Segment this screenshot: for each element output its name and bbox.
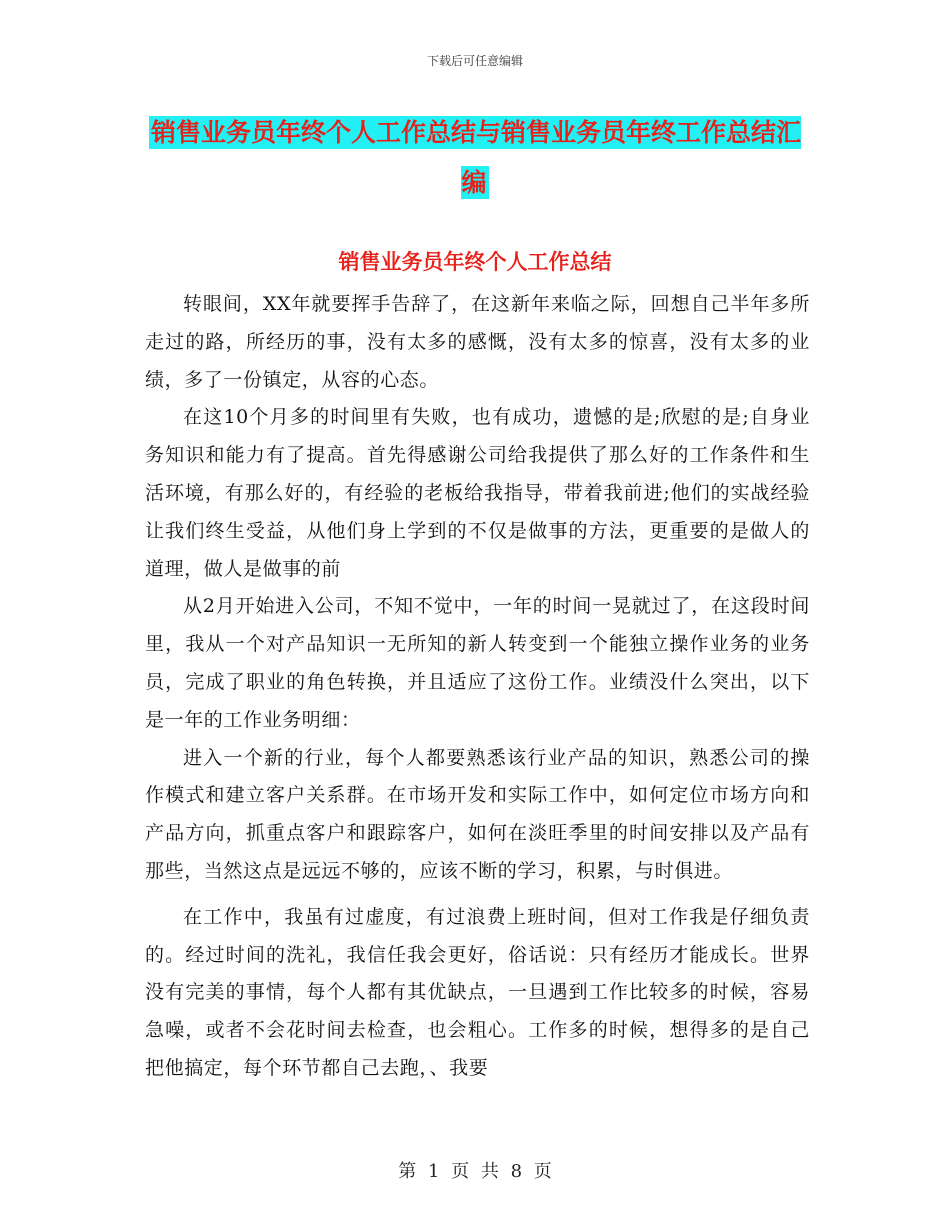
page-number: 第 1 页 共 8 页 xyxy=(398,1161,552,1182)
document-title xyxy=(145,108,805,208)
page-header-note: 下载后可任意编辑 xyxy=(426,54,523,68)
paragraph: 从2月开始进入公司，不知不觉中，一年的时间一晃就过了，在这段时间里，我从一个对产品知识一无所知的新人转变到一个能独立操作业务的业务员，完成了职业的角色转换，并且适应了这份工作。业绩没什么突出，以下是一年的工作业务明细： xyxy=(145,595,810,731)
section-title: 销售业务员年终个人工作总结 xyxy=(338,250,612,274)
paragraph: 在工作中，我虽有过虚度，有过浪费上班时间，但对工作我是仔细负责的。经过时间的洗礼，我信任我会更好，俗话说：只有经历才能成长。世界没有完美的事情，每个人都有其优缺点，一旦遇到工作比较多的时候，容易急噪，或者不会花时间去检查，也会粗心。工作多的时候，想得多的是自己把他搞定，每个环节都自己去跑，、我要 xyxy=(145,905,810,1079)
paragraph: 在这10个月多的时间里有失败，也有成功，遗憾的是;欣慰的是;自身业务知识和能力有了提高。首先得感谢公司给我提供了那么好的工作条件和生活环境，有那么好的，有经验的老板给我指导，带着我前进;他们的实战经验让我们终生受益，从他们身上学到的不仅是做事的方法，更重要的是做人的道理，做人是做事的前 xyxy=(145,406,810,580)
paragraph: 转眼间，XX年就要挥手告辞了，在这新年来临之际，回想自己半年多所走过的路，所经历的事，没有太多的感慨，没有太多的惊喜，没有太多的业绩，多了一份镇定，从容的心态。 xyxy=(145,293,810,391)
document-body xyxy=(145,286,810,1088)
paragraph: 进入一个新的行业，每个人都要熟悉该行业产品的知识，熟悉公司的操作模式和建立客户关系群。在市场开发和实际工作中，如何定位市场方向和产品方向，抓重点客户和跟踪客户，如何在淡旺季里的时间安排以及产品有那些，当然这点是远远不够的，应该不断的学习，积累，与时俱进。 xyxy=(145,746,810,882)
document-title-text: 销售业务员年终个人工作总结与销售业务员年终工作总结汇编 xyxy=(150,118,801,197)
